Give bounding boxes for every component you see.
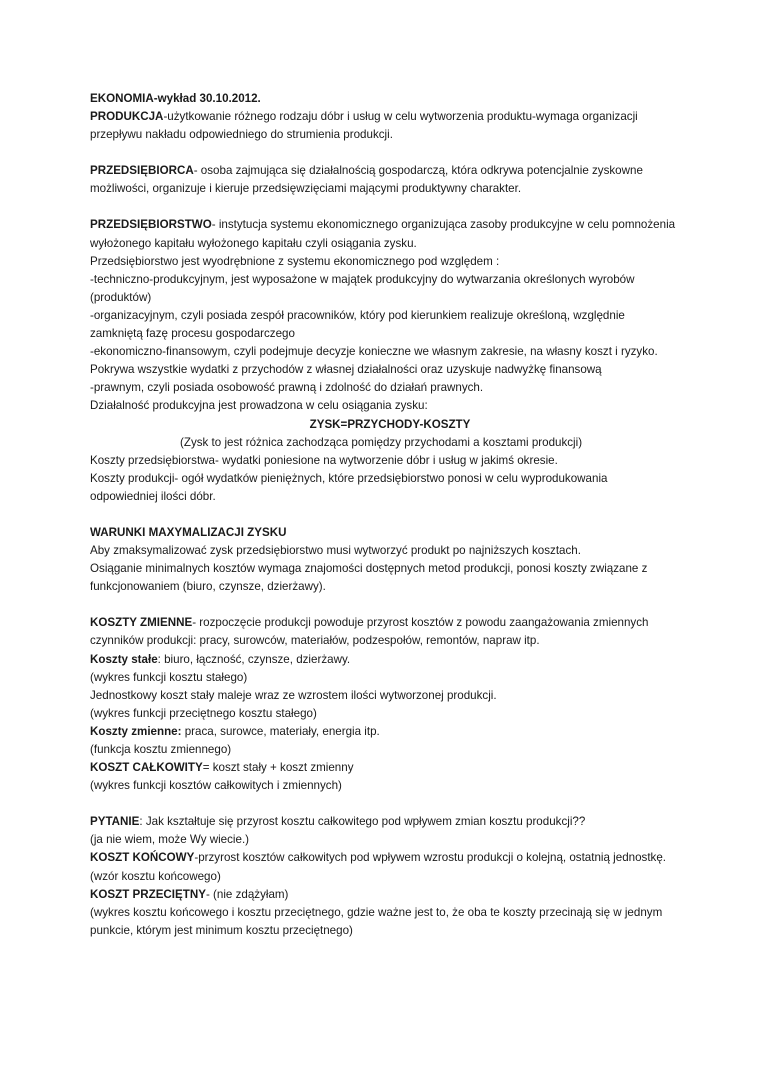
term: KOSZT PRZECIĘTNY bbox=[90, 887, 206, 901]
definition-text: - (nie zdążyłam) bbox=[205, 887, 289, 901]
term: KOSZT KOŃCOWY bbox=[90, 851, 195, 865]
text-line: Przedsiębiorstwo jest wyodrębnione z systemu ekonomicznego pod względem : bbox=[90, 254, 500, 268]
term: PRZEDSIĘBIORCA bbox=[90, 164, 194, 178]
koszt-calkowity-line bbox=[90, 759, 690, 777]
text-line: Aby zmaksymalizować zysk przedsiębiorstwo musi wytworzyć produkt po najniższych kosztach. bbox=[90, 544, 581, 558]
term: PYTANIE bbox=[90, 815, 140, 829]
term: Koszty stałe bbox=[90, 652, 158, 666]
koszt-koncowy-definition bbox=[90, 849, 690, 867]
text-line: (wykres funkcji kosztów całkowitych i zmiennych) bbox=[90, 779, 342, 793]
text-line: (wykres kosztu końcowego i kosztu przeciętnego, gdzie ważne jest to, że oba te koszty przecinają się w jednym bbox=[90, 905, 663, 919]
definition-text: -użytkowanie różnego rodzaju dóbr i usług w celu wytworzenia produktu-wymaga organizacji bbox=[163, 110, 638, 124]
text-line: przepływu nakładu odpowiedniego do strumienia produkcji. bbox=[90, 128, 393, 142]
text-line: (wzór kosztu końcowego) bbox=[90, 869, 221, 883]
definition-text: -przyrost kosztów całkowitych pod wpływem wzrostu produkcji o kolejną, ostatnią jednostkę. bbox=[194, 851, 667, 865]
text-line: Koszty produkcji- ogół wydatków pieniężnych, które przedsiębiorstwo ponosi w celu wyprodukowania bbox=[90, 471, 608, 485]
section-heading: WARUNKI MAXYMALIZACJI ZYSKU bbox=[90, 525, 287, 539]
profit-formula: ZYSK=PRZYCHODY-KOSZTY bbox=[309, 417, 471, 431]
definition-text: - instytucja systemu ekonomicznego organizująca zasoby produkcyjne w celu pomnożenia bbox=[211, 218, 676, 232]
text-line: -organizacyjnym, czyli posiada zespół pracowników, który pod kierunkiem realizuje określoną, względnie bbox=[90, 308, 625, 322]
term: PRZEDSIĘBIORSTWO bbox=[90, 218, 212, 232]
text-line: Osiąganie minimalnych kosztów wymaga znajomości dostępnych metod produkcji, ponosi koszty związane z bbox=[90, 562, 648, 576]
text-line: (wykres funkcji kosztu stałego) bbox=[90, 670, 248, 684]
text-line: Działalność produkcyjna jest prowadzona w celu osiągania zysku: bbox=[90, 399, 428, 413]
pytanie-line bbox=[90, 813, 690, 831]
przedsiebiorca-definition bbox=[90, 162, 690, 180]
text-line: (funkcja kosztu zmiennego) bbox=[90, 743, 232, 756]
text-line: Pokrywa wszystkie wydatki z przychodów z własnej działalności oraz uzyskuje nadwyżkę finansową bbox=[90, 363, 602, 377]
term: Koszty zmienne: bbox=[90, 724, 182, 738]
text-line: możliwości, organizuje i kieruje przedsięwzięciami mającymi produktywny charakter. bbox=[90, 182, 522, 196]
definition-text: praca, surowce, materiały, energia itp. bbox=[181, 724, 380, 738]
document-title: EKONOMIA-wykład 30.10.2012. bbox=[90, 92, 261, 105]
text-line: czynników produkcji: pracy, surowców, materiałów, podzespołów, remontów, napraw itp. bbox=[90, 634, 540, 648]
definition-text: = koszt stały + koszt zmienny bbox=[202, 761, 354, 775]
text-line: (wykres funkcji przeciętnego kosztu stałego) bbox=[90, 706, 317, 720]
text-line: Jednostkowy koszt stały maleje wraz ze wzrostem ilości wytworzonej produkcji. bbox=[90, 688, 497, 702]
koszty-stale-line bbox=[90, 651, 690, 669]
koszt-przecietny-definition bbox=[90, 886, 690, 904]
text-line: funkcjonowaniem (biuro, czynsze, dzierżawy). bbox=[90, 580, 326, 594]
text-line: (ja nie wiem, może Wy wiecie.) bbox=[90, 833, 250, 847]
produkcja-definition bbox=[90, 108, 690, 126]
definition-text: - osoba zajmująca się działalnością gospodarczą, która odkrywa potencjalnie zyskowne bbox=[193, 164, 643, 178]
document-body bbox=[90, 90, 690, 940]
definition-text: : biuro, łączność, czynsze, dzierżawy. bbox=[157, 652, 351, 666]
text-line: odpowiedniej ilości dóbr. bbox=[90, 489, 216, 503]
text-line: punkcie, którym jest minimum kosztu przeciętnego) bbox=[90, 923, 353, 937]
term: PRODUKCJA bbox=[90, 110, 164, 124]
przedsiebiorstwo-definition bbox=[90, 216, 690, 234]
koszty-zmienne-definition bbox=[90, 614, 690, 632]
koszty-zmienne-line bbox=[90, 723, 690, 741]
text-line: (produktów) bbox=[90, 290, 152, 304]
text-line: -ekonomiczno-finansowym, czyli podejmuje decyzje konieczne we własnym zakresie, na własny koszt i ryzyko. bbox=[90, 345, 658, 359]
text-line: -prawnym, czyli posiada osobowość prawną i zdolność do działań prawnych. bbox=[90, 381, 484, 395]
term: KOSZT CAŁKOWITY bbox=[90, 761, 203, 775]
term: KOSZTY ZMIENNE bbox=[90, 616, 193, 630]
definition-text: : Jak kształtuje się przyrost kosztu całkowitego pod wpływem zmian kosztu produkcji?? bbox=[139, 815, 586, 829]
definition-text: - rozpoczęcie produkcji powoduje przyrost kosztów z powodu zaangażowania zmiennych bbox=[192, 616, 649, 630]
text-line: -techniczno-produkcyjnym, jest wyposażone w majątek produkcyjny do wytwarzania określonych wyrobów bbox=[90, 272, 635, 286]
text-line: wyłożonego kapitału wyłożonego kapitału czyli osiągania zysku. bbox=[90, 236, 417, 250]
formula-note: (Zysk to jest różnica zachodząca pomiędzy przychodami a kosztami produkcji) bbox=[180, 435, 583, 449]
text-line: zamkniętą fazę procesu gospodarczego bbox=[90, 327, 295, 341]
text-line: Koszty przedsiębiorstwa- wydatki poniesione na wytworzenie dóbr i usług w jakimś okresie. bbox=[90, 453, 558, 467]
